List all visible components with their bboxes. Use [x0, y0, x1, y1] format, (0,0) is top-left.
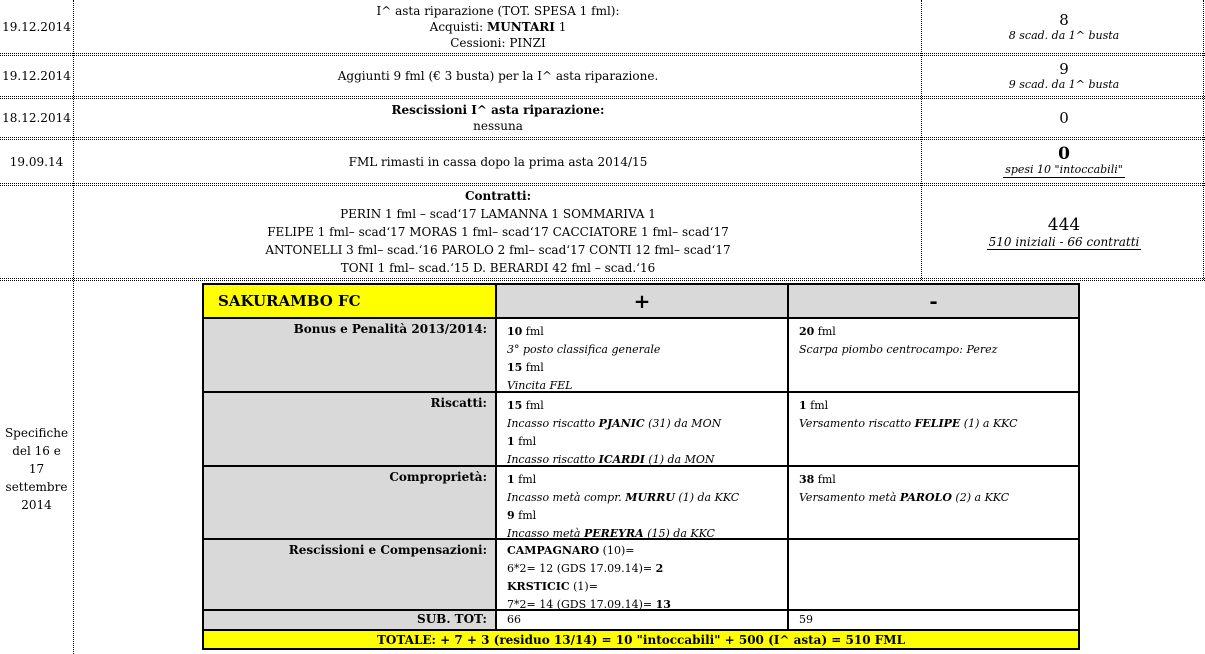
rescissioni-label: Rescissioni e Compensazioni: — [204, 540, 497, 611]
contracts-title: Contratti: — [465, 189, 531, 203]
team-name: SAKURAMBO FC — [204, 285, 497, 319]
value-number: 444 — [1047, 214, 1081, 235]
row-date: 19.12.2014 — [2, 19, 71, 34]
contracts-block — [76, 186, 920, 278]
value-note: 8 scad. da 1^ busta — [1008, 28, 1120, 42]
subtot-minus: 59 — [789, 611, 1078, 631]
row-description — [76, 0, 920, 53]
row-value — [923, 99, 1205, 137]
column-divider — [921, 0, 922, 280]
cessioni-line: Cessioni: PINZI — [450, 35, 546, 50]
contract-line: PERIN 1 fml – scad‘17 LAMANNA 1 SOMMARIVA 1 — [340, 207, 656, 221]
row-divider — [0, 278, 1205, 281]
riscatti-plus: 15 fml Incasso riscatto PJANIC (31) da MON 1 fml Incasso riscatto ICARDI (1) da MON — [497, 393, 789, 467]
row-title: I^ asta riparazione (TOT. SPESA 1 fml): — [376, 3, 620, 18]
subtot-plus: 66 — [497, 611, 789, 631]
contract-line: ANTONELLI 3 fml– scad.‘16 PAROLO 2 fml– scad‘17 CONTI 12 fml– scad‘17 — [265, 243, 731, 257]
comproprieta-label: Comproprietà: — [204, 467, 497, 540]
plus-header: + — [497, 285, 789, 319]
row-date: 19.09.14 — [9, 154, 64, 169]
player-name: MUNTARI — [486, 19, 555, 34]
row-value — [923, 0, 1205, 53]
row-description — [76, 99, 920, 137]
row-value — [923, 140, 1205, 183]
row-title: Rescissioni I^ asta riparazione: — [391, 103, 605, 117]
row-description: Aggiunti 9 fml (€ 3 busta) per la I^ asta riparazione. — [337, 69, 659, 83]
sakurambo-table — [202, 283, 1080, 650]
value-note: 9 scad. da 1^ busta — [1008, 78, 1120, 91]
contract-line: TONI 1 fml– scad.‘15 D. BERARDI 42 fml – scad.‘16 — [340, 261, 656, 275]
rescissioni-plus: CAMPAGNARO (10)= 6*2= 12 (GDS 17.09.14)= 2 KRSTICIC (1)= 7*2= 14 (GDS 17.09.14)= 13 — [497, 540, 789, 611]
value-number: 0 — [1059, 109, 1069, 127]
minus-header: - — [789, 285, 1078, 319]
acquisti-line: Acquisti: MUNTARI 1 — [429, 19, 567, 34]
value-note: spesi 10 "intoccabili" — [1005, 163, 1123, 176]
riscatti-label: Riscatti: — [204, 393, 497, 467]
comproprieta-plus: 1 fml Incasso metà compr. MURRU (1) da KKC 9 fml Incasso metà PEREYRA (15) da KKC — [497, 467, 789, 540]
bonus-plus: 10 fml 3° posto classifica generale 15 fml Vincita FEL — [497, 319, 789, 393]
riscatti-minus: 1 fml Versamento riscatto FELIPE (1) a KKC — [789, 393, 1078, 467]
totale-row: TOTALE: + 7 + 3 (residuo 13/14) = 10 "intoccabili" + 500 (I^ asta) = 510 FML — [204, 631, 1078, 648]
row-date: 19.12.2014 — [2, 69, 71, 83]
specifiche-label: Specifiche del 16 e 17 settembre 2014 — [4, 425, 69, 512]
subtot-label: SUB. TOT: — [204, 611, 497, 631]
row-date: 18.12.2014 — [2, 111, 71, 125]
rescissioni-minus — [789, 540, 1078, 611]
row-description: FML rimasti in cassa dopo la prima asta 2014/15 — [348, 154, 648, 169]
comproprieta-minus: 38 fml Versamento metà PAROLO (2) a KKC — [789, 467, 1078, 540]
contract-line: FELIPE 1 fml– scad‘17 MORAS 1 fml– scad‘17 CACCIATORE 1 fml– scad‘17 — [267, 225, 729, 239]
row-value — [923, 56, 1205, 96]
row-value — [923, 186, 1205, 278]
value-note: 510 iniziali - 66 contratti — [988, 234, 1140, 249]
bonus-label: Bonus e Penalità 2013/2014: — [204, 319, 497, 393]
value-number: 0 — [1058, 144, 1070, 164]
value-number: 8 — [1059, 10, 1069, 29]
row-text: nessuna — [473, 119, 523, 133]
bonus-minus: 20 fml Scarpa piombo centrocampo: Perez — [789, 319, 1078, 393]
value-number: 9 — [1059, 60, 1069, 78]
